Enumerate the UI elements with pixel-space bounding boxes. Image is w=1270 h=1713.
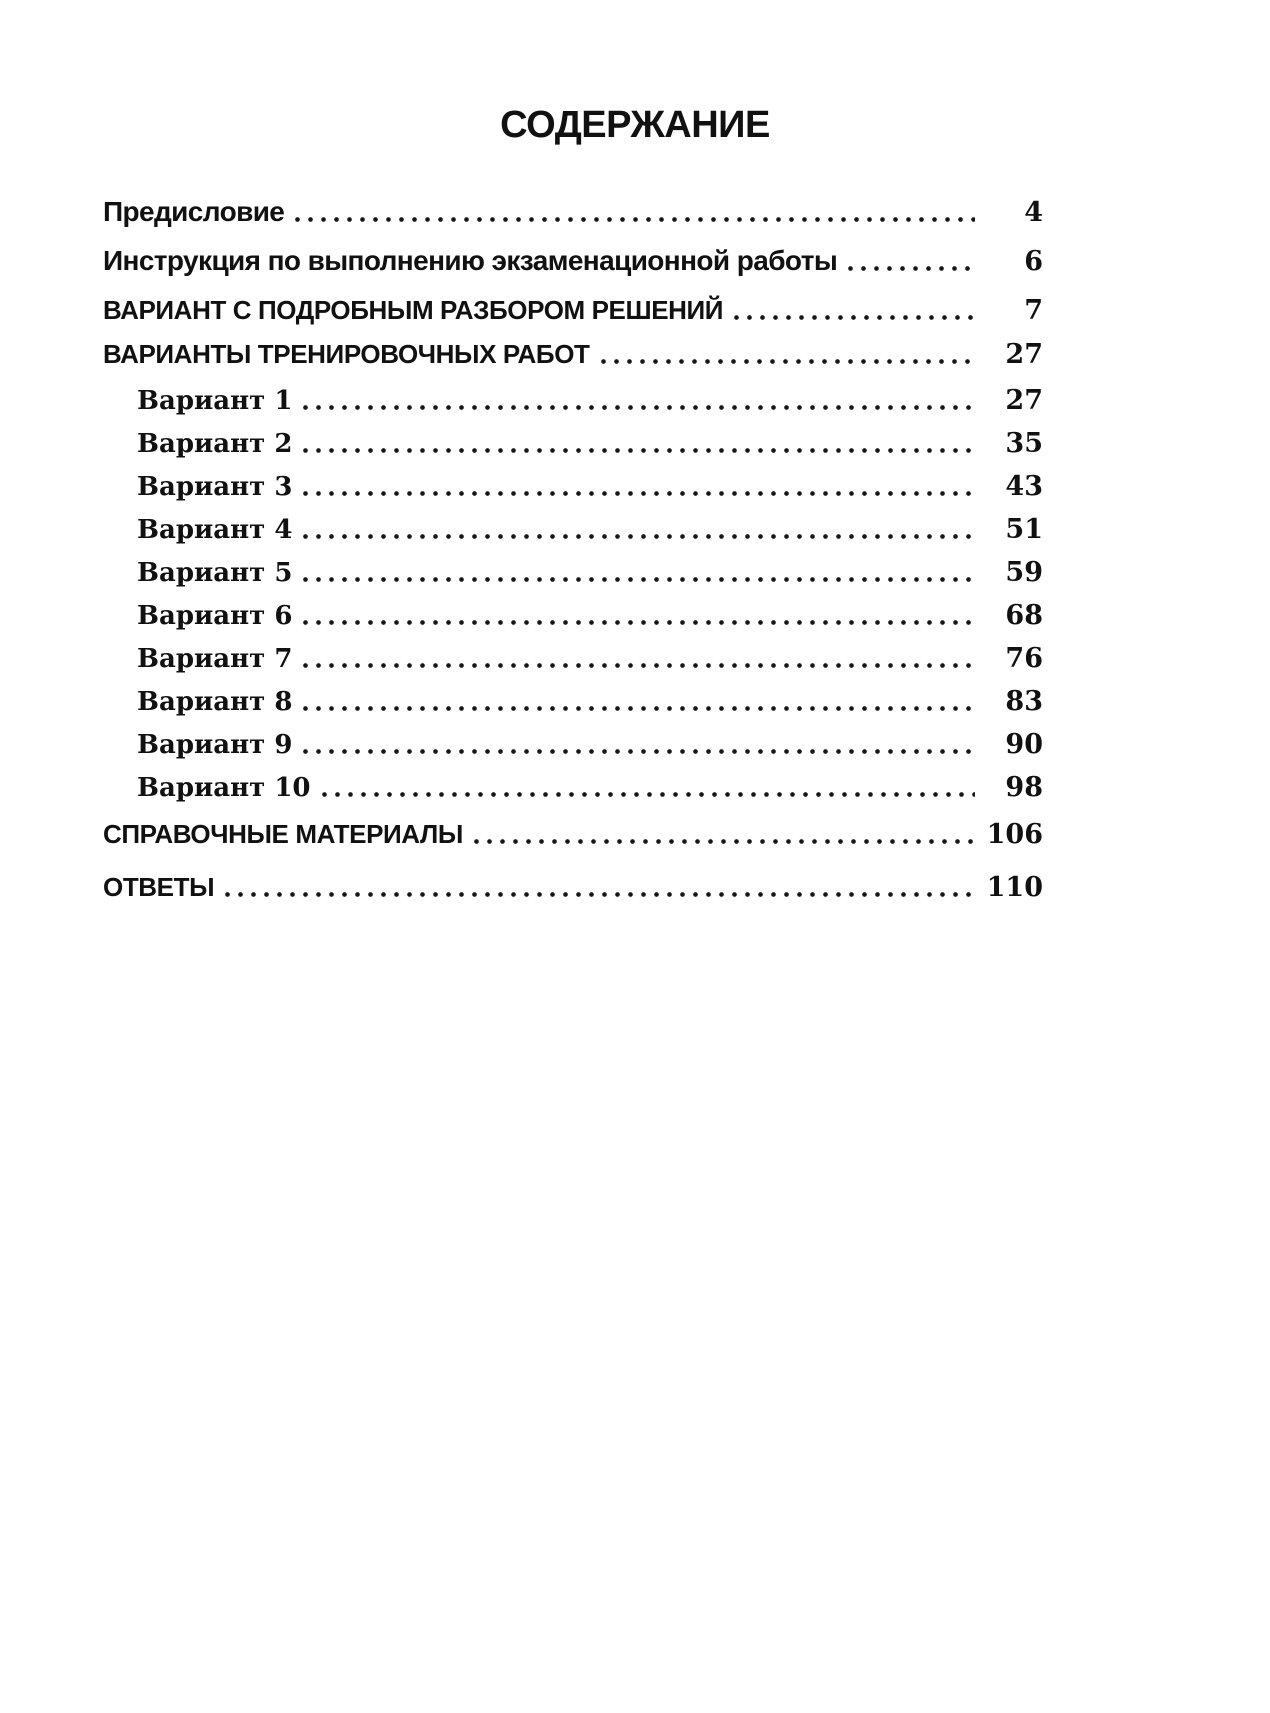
page-title: СОДЕРЖАНИЕ [500, 104, 770, 146]
toc-row [103, 645, 1043, 673]
toc-entry-label: Вариант 5 [137, 558, 293, 588]
toc-entry-page: 110 [986, 872, 1043, 903]
toc-list [103, 198, 1043, 902]
dot-leader [318, 792, 975, 797]
dot-leader [299, 534, 975, 539]
dot-leader [844, 266, 975, 271]
toc-row [103, 198, 1043, 227]
dot-leader [730, 315, 975, 320]
toc-row [103, 873, 1043, 902]
toc-row [103, 688, 1043, 716]
toc-entry-page: 35 [1005, 428, 1043, 459]
toc-entry-page: 27 [1005, 385, 1043, 416]
toc-entry-page: 106 [986, 819, 1043, 850]
toc-entry-label: Вариант 9 [137, 730, 293, 760]
toc-entry-label: ОТВЕТЫ [103, 872, 215, 902]
toc-entry-label: Вариант 7 [137, 644, 293, 674]
dot-leader [291, 217, 975, 222]
toc-entry-page: 98 [1005, 772, 1043, 803]
dot-leader [299, 620, 975, 625]
toc-entry-label: ВАРИАНТЫ ТРЕНИРОВОЧНЫХ РАБОТ [103, 339, 590, 369]
toc-entry-page: 51 [1005, 514, 1043, 545]
toc-row [103, 430, 1043, 458]
dot-leader [299, 577, 975, 582]
toc-entry-label: Предисловие [103, 196, 285, 227]
toc-entry-label: Вариант 4 [137, 515, 293, 545]
toc-entry-label: Вариант 2 [137, 429, 293, 459]
dot-leader [299, 749, 975, 754]
toc-entry-label: СПРАВОЧНЫЕ МАТЕРИАЛЫ [103, 819, 463, 849]
toc-row [103, 820, 1043, 849]
toc-row [103, 473, 1043, 501]
dot-leader [221, 892, 975, 897]
toc-row [103, 247, 1043, 276]
toc-entry-label: Вариант 6 [137, 601, 293, 631]
dot-leader [299, 448, 975, 453]
toc-entry-page: 90 [1005, 729, 1043, 760]
toc-entry-page: 7 [1024, 295, 1043, 326]
toc-entry-page: 43 [1005, 471, 1043, 502]
dot-leader [597, 359, 976, 364]
dot-leader [470, 839, 975, 844]
toc-row [103, 516, 1043, 544]
toc-row [103, 296, 1043, 325]
toc-row [103, 387, 1043, 415]
toc-row [103, 602, 1043, 630]
toc-entry-page: 59 [1005, 557, 1043, 588]
toc-entry-label: Вариант 3 [137, 472, 293, 502]
toc-entry-page: 68 [1005, 600, 1043, 631]
toc-entry-label: Вариант 1 [137, 386, 293, 416]
dot-leader [299, 706, 975, 711]
toc-row [103, 340, 1043, 369]
toc-row [103, 559, 1043, 587]
dot-leader [299, 405, 975, 410]
toc-entry-label: Вариант 10 [137, 773, 311, 803]
toc-entry-page: 76 [1005, 643, 1043, 674]
dot-leader [299, 491, 975, 496]
toc-entry-label: ВАРИАНТ С ПОДРОБНЫМ РАЗБОРОМ РЕШЕНИЙ [103, 295, 724, 325]
toc-row [103, 731, 1043, 759]
toc-entry-page: 83 [1005, 686, 1043, 717]
dot-leader [299, 663, 975, 668]
toc-entry-label: Инструкция по выполнению экзаменационной работы [103, 245, 838, 276]
toc-entry-page: 27 [1005, 339, 1043, 370]
toc-entry-label: Вариант 8 [137, 687, 293, 717]
toc-entry-page: 6 [1024, 246, 1043, 277]
toc-entry-page: 4 [1024, 197, 1043, 228]
toc-row [103, 774, 1043, 802]
